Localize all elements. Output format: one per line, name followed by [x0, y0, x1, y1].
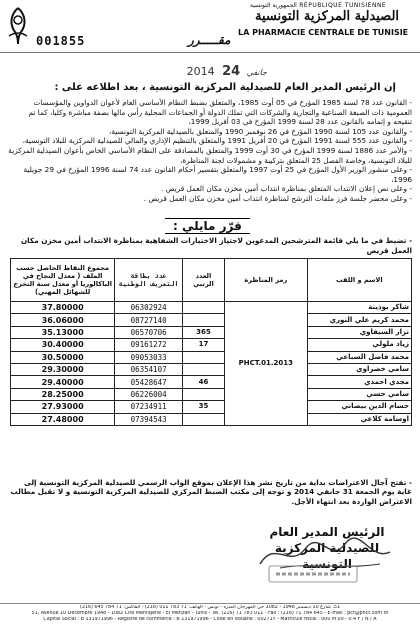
header-org-arabic: الصيدلية المركزية التونسية [255, 9, 400, 24]
cell-code: PHCT.01.2013 [224, 302, 307, 426]
cell-rank: 365 [183, 326, 225, 338]
header-republic: RÉPUBLIQUE TUNISIENNE الجمهورية التونسية [250, 2, 387, 9]
preamble-item: - وعلى نص إعلان الانتداب المتعلق بمناظرة انتداب أمين مخزن مكان العمل قريص . [161, 184, 412, 194]
table-row [11, 363, 412, 375]
cell-cin: 05428647 [115, 376, 183, 388]
article-2: - تفتح آجال الاعتراضات بداية من تاريخ نشر هذا الإعلان بموقع الواب الرسمي للصيدلية المركزية التونسية إلى غاية يوم الجمعة 31 جانفي 2014 و توجه إلى مكتب الضبط المركزي للصيدلية المركزية التونسية و لا تقبل مطالب الاعتراض الواردة بعد انتهاء الأجل. [10, 478, 412, 506]
cell-cin: 07234911 [115, 401, 183, 413]
header-divider [0, 52, 420, 53]
cell-score: 30.40000 [11, 339, 115, 351]
preamble [8, 98, 412, 204]
cell-cin: 06302924 [115, 302, 183, 314]
table-row [11, 388, 412, 400]
official-stamp-icon [268, 565, 358, 583]
header-rank: العدد الرتبي [183, 259, 225, 302]
cell-cin: 06570706 [115, 326, 183, 338]
preamble-item: - والقانون عدد 105 لسنة 1990 المؤرخ في 26 نوفمبر 1990 والمتعلق بالصيدلية المركزية التونسية، [109, 126, 412, 136]
cell-score: 28.25000 [11, 388, 115, 400]
cell-rank [183, 388, 225, 400]
document-type: مقـــــرر [188, 33, 231, 47]
cell-score: 37.80000 [11, 302, 115, 314]
cell-score: 29.40000 [11, 376, 115, 388]
preamble-item: - وعلى منشور الوزير الأول المؤرخ في 25 أوت 1997 والمتعلق بتفسير أحكام القانون عدد 74 لسنة 1996 المؤرخ في 29 جويلية 1996، [23, 165, 412, 184]
cell-cin: 06354107 [115, 363, 183, 375]
preamble-item: - القانون عدد 78 لسنة 1985 المؤرخ في 05 أوت 1985، والمتعلق بضبط النظام الأساسي العام لأعوان الدواوين والمؤسسات العمومية ذات الصبغة الصناعية والتجارية والشركات التي تملك الدولة أو الجماعات المحلية رأس مالها بصفة مباشرة وكليا، كما تم تنقيحه و إتمامه بالقانون عدد 28 لسنة 1999 المؤرخ في 03 أفريل 1999، [28, 98, 412, 127]
header-code: رمز المناظرة [224, 259, 307, 302]
table-row [11, 326, 412, 338]
footer-address-arabic: 51، شارع 10 ديسمبر 1948 - 1082 حي المهرجان المنزه - تونس - الهاتف: 71 783 011 (216) - الفاكس: 71 784 645 (216) [79, 605, 341, 610]
cell-name: مجدي احمدي [307, 376, 411, 388]
decision-heading: قرّر مايلي : [165, 218, 250, 234]
table-row [11, 314, 412, 326]
cell-name: محمد فاضل السباعي [307, 351, 411, 363]
footer-divider [0, 603, 420, 604]
cell-rank [183, 363, 225, 375]
article-1: - تضبط في ما يلي قائمة المترشحين المدعوين لاجتياز الاختبارات الشفاهية بمناظرة الانتداب أمين مخزن مكان العمل قريص [20, 236, 412, 255]
table-row [11, 401, 412, 413]
pharmacy-logo-icon [3, 6, 33, 46]
header-org-french: LA PHARMACIE CENTRALE DE TUNISIE [238, 28, 409, 37]
date-month: جانفي [246, 68, 267, 77]
header-cin: عدد بطاقة التعريف الوطنية [115, 259, 183, 302]
footer-registry: Capital Social : B 131971996 - Registre de commerce : B 131971996 - Code en douane : 00271Y - Matricule fiscal : 000 M 00 - 0 4 F / N / A [43, 617, 377, 623]
header-name: الاسم و اللقب [307, 259, 411, 302]
document-number: 001855 [36, 34, 86, 48]
candidates-table [10, 258, 412, 426]
cell-score: 27.93000 [11, 401, 115, 413]
table-row [11, 376, 412, 388]
cell-rank [183, 302, 225, 314]
date-year: 2014 [186, 65, 215, 78]
cell-score: 27.48000 [11, 413, 115, 425]
table-row [11, 351, 412, 363]
cell-name: محمد كريم علي النوري [307, 314, 411, 326]
cell-name: نزار السيفاوي [307, 326, 411, 338]
table-header-row [11, 259, 412, 302]
table-row [11, 413, 412, 425]
footer-address-french: 51, Avenue 10 Décembre 1948 - 1082 Cité Mahrajène - El Menzah - Tunis - Tél. (216) 71 783 011 - Fax : (216) 71 784 645 - E-mail : pct@phct.com.tn [31, 611, 389, 617]
cell-score: 30.50000 [11, 351, 115, 363]
header-score: مجموع النقاط الحاصل حسب الملف ( معدل النجاح في الباكالوريا أو معدل سنة التخرج للشهائل المهني) [11, 259, 115, 302]
table-row [11, 339, 412, 351]
cell-name: شاكر بوذينة [307, 302, 411, 314]
cell-rank [183, 351, 225, 363]
signatory-line-1: الرئيس المدير العام [269, 525, 385, 539]
cell-cin: 08727140 [115, 314, 183, 326]
cell-cin: 07394543 [115, 413, 183, 425]
cell-name: زياد ملولي [307, 339, 411, 351]
cell-rank: 17 [183, 339, 225, 351]
cell-name: اوسامة كلاعي [307, 413, 411, 425]
date-day: 24 [222, 64, 241, 79]
table-row [11, 302, 412, 314]
cell-name: سامي خضراوي [307, 363, 411, 375]
cell-cin: 09053033 [115, 351, 183, 363]
cell-rank [183, 413, 225, 425]
cell-name: حسام الدين بيضاني [307, 401, 411, 413]
preamble-item: - والقانون عدد 555 لسنة 1991 المؤرخ في 20 أفريل 1991 والمتعلق بالتنظيم الإداري والمالي للصيدلية المركزية للبلاد التونسية، [22, 136, 412, 146]
cell-rank: 35 [183, 401, 225, 413]
cell-rank: 46 [183, 376, 225, 388]
cell-score: 35.13000 [11, 326, 115, 338]
cell-cin: 09161272 [115, 339, 183, 351]
cell-cin: 06226004 [115, 388, 183, 400]
document-date [187, 64, 270, 79]
cell-name: سامي حسي [307, 388, 411, 400]
preamble-item: - وعلى محضر جلسة فرز ملفات الترشح لمناظرة انتداب أمين مخزن مكان العمل قريص . [143, 193, 412, 203]
signatory-line-2: للصيدلية المركزية التونسية [274, 541, 380, 571]
cell-rank [183, 314, 225, 326]
cell-score: 29.30000 [11, 363, 115, 375]
preamble-item: - والأمر عدد 1886 لسنة 1999 المؤرخ في 30 أوت 1999 والمتعلق بالمصادقة على النظام الأساسي الخاص بأعوان الصيدلية المركزية للبلاد التونسية، وخاصة الفصل 25 المتعلق بتركيبة و مشمولات لجنة المناظرة، [8, 145, 412, 165]
footer [0, 605, 420, 624]
cell-score: 36.06000 [11, 314, 115, 326]
decision-intro: إن الرئيس المدير العام للصيدلية المركزية التونسية ، بعد اطلاعه على : [54, 82, 396, 93]
